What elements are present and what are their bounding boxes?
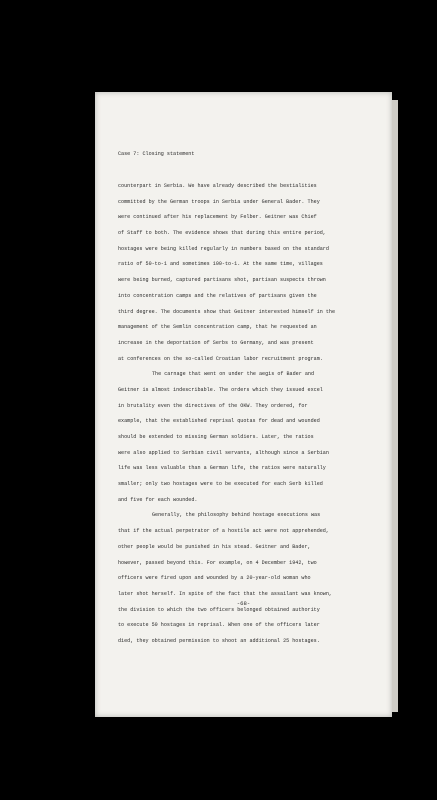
text-line: committed by the German troops in Serbia under General Bader. They bbox=[118, 198, 320, 205]
text-line: third degree. The documents show that Geitner interested himself in the bbox=[118, 308, 336, 315]
text-line: were continued after his replacement by Felber. Geitner was Chief bbox=[118, 214, 317, 221]
text-line: later shot herself. In spite of the fact that the assailant was known, bbox=[118, 590, 332, 597]
text-line: increase in the deportation of Serbs to Germany, and was present bbox=[118, 339, 314, 346]
document-header: Case 7: Closing statement bbox=[118, 151, 195, 157]
text-line: officers were fired upon and wounded by a 20-year-old woman who bbox=[118, 575, 311, 582]
text-line: into concentration camps and the relatives of partisans given the bbox=[118, 292, 317, 299]
text-line: to execute 50 hostages in reprisal. When one of the officers later bbox=[118, 622, 320, 629]
text-line: The carnage that went on under the aegis of Bader and bbox=[152, 371, 315, 378]
text-line: ratio of 50-to-1 and sometimes 100-to-1. At the same time, villages bbox=[118, 261, 323, 268]
text-line: in brutality even the directives of the OKW. They ordered, for bbox=[118, 402, 308, 409]
text-line: hostages were being killed regularly in numbers based on the standard bbox=[118, 245, 329, 252]
page-number: -68- bbox=[236, 600, 251, 607]
text-line: life was less valuable than a German life, the ratios were naturally bbox=[118, 465, 326, 472]
text-line: management of the Semlin concentration camp, that he requested an bbox=[118, 324, 317, 331]
text-line: of Staff to both. The evidence shows that during this entire period, bbox=[118, 230, 326, 237]
text-line: that if the actual perpetrator of a hostile act were not apprehended, bbox=[118, 528, 329, 535]
text-line: counterpart in Serbia. We have already described the bestialities bbox=[118, 183, 317, 189]
text-line: were being burned, captured partisans shot, partisan suspects thrown bbox=[118, 277, 326, 284]
document-body bbox=[118, 179, 380, 650]
text-line: were also applied to Serbian civil servants, although since a Serbian bbox=[118, 449, 329, 456]
text-line: should be extended to missing German soldiers. Later, the ratios bbox=[118, 434, 314, 440]
page-edge bbox=[392, 100, 398, 712]
text-line: the division to which the two officers belonged obtained authority bbox=[118, 606, 320, 613]
text-line: smaller; only two hostages were to be executed for each Serb killed bbox=[118, 481, 323, 488]
text-line: other people would be punished in his stead. Geitner and Bader, bbox=[118, 543, 311, 550]
text-line: however, passed beyond this. For example, on 4 December 1942, two bbox=[118, 559, 317, 566]
text-line: at conferences on the so-called Croatian labor recruitment program. bbox=[118, 355, 323, 362]
document-page bbox=[95, 92, 392, 717]
text-line: and five for each wounded. bbox=[118, 496, 198, 503]
text-line: example, that the established reprisal quotas for dead and wounded bbox=[118, 418, 320, 425]
text-line: Generally, the philosophy behind hostage executions was bbox=[152, 512, 321, 519]
text-line: died, they obtained permission to shoot an additional 25 hostages. bbox=[118, 637, 320, 644]
text-line: Geitner is almost indescribable. The orders which they issued excel bbox=[118, 386, 323, 393]
